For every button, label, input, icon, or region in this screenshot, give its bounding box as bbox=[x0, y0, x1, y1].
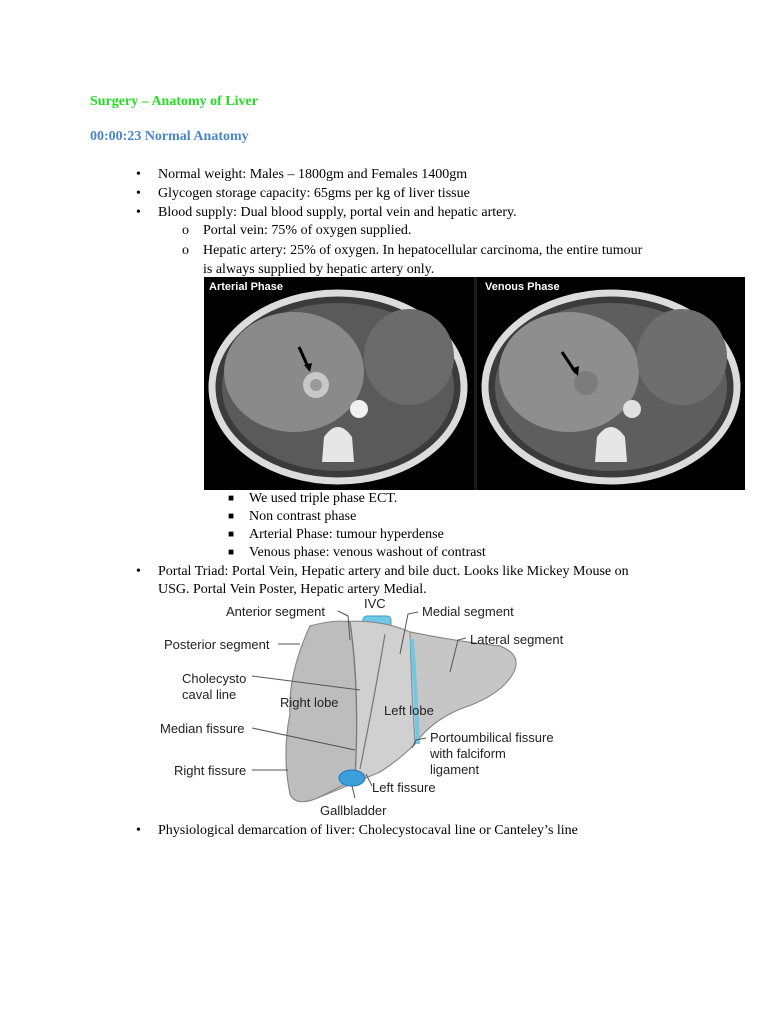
ct-point-3: Arterial Phase: tumour hyperdense bbox=[249, 527, 444, 542]
label-cholecysto: Cholecysto bbox=[182, 671, 247, 686]
venous-phase-label: Venous Phase bbox=[485, 281, 560, 293]
arterial-phase-label: Arterial Phase bbox=[209, 281, 283, 293]
ct-scan-figure bbox=[204, 277, 745, 490]
sub-bullet-hepatic-artery-cont: is always supplied by hepatic artery only. bbox=[203, 262, 435, 277]
document-title: Surgery – Anatomy of Liver bbox=[90, 94, 258, 109]
label-portoumbilical-fissure: Portoumbilical fissure bbox=[430, 730, 554, 745]
square-bullet: ■ bbox=[228, 511, 235, 522]
bullet-blood-supply: Blood supply: Dual blood supply, portal vein and hepatic artery. bbox=[158, 205, 517, 220]
bullet-disc: • bbox=[136, 205, 141, 220]
bullet-glycogen: Glycogen storage capacity: 65gms per kg of liver tissue bbox=[158, 186, 470, 201]
bullet-disc: • bbox=[136, 186, 141, 201]
ct-point-1: We used triple phase ECT. bbox=[249, 491, 398, 506]
sub-bullet-hepatic-artery: Hepatic artery: 25% of oxygen. In hepatocellular carcinoma, the entire tumour bbox=[203, 243, 643, 258]
label-lateral-segment: Lateral segment bbox=[470, 632, 564, 647]
square-bullet: ■ bbox=[228, 493, 235, 504]
ct-point-4: Venous phase: venous washout of contrast bbox=[249, 545, 486, 560]
arterial-phase-panel bbox=[212, 293, 464, 481]
bullet-portal-triad-cont: USG. Portal Vein Poster, Hepatic artery Medial. bbox=[158, 582, 427, 597]
bullet-weight: Normal weight: Males – 1800gm and Females 1400gm bbox=[158, 167, 468, 182]
square-bullet: ■ bbox=[228, 547, 235, 558]
label-left-lobe: Left lobe bbox=[384, 703, 434, 718]
bullet-disc: • bbox=[136, 823, 141, 838]
label-median-fissure: Median fissure bbox=[160, 721, 245, 736]
label-ivc: IVC bbox=[364, 596, 386, 611]
label-right-lobe: Right lobe bbox=[280, 695, 339, 710]
bullet-demarcation: Physiological demarcation of liver: Cholecystocaval line or Canteley’s line bbox=[158, 823, 578, 838]
liver-diagram-figure bbox=[160, 594, 590, 820]
sub-bullet-circle: o bbox=[182, 243, 189, 258]
bullet-portal-triad: Portal Triad: Portal Vein, Hepatic artery and bile duct. Looks like Mickey Mouse on bbox=[158, 564, 629, 579]
label-right-fissure: Right fissure bbox=[174, 763, 247, 778]
sub-bullet-circle: o bbox=[182, 223, 189, 238]
label-left-fissure: Left fissure bbox=[372, 780, 436, 795]
bullet-disc: • bbox=[136, 167, 141, 182]
bullet-disc: • bbox=[136, 564, 141, 579]
label-posterior-segment: Posterior segment bbox=[164, 637, 270, 652]
label-falciform: with falciform bbox=[430, 746, 506, 761]
section-heading: 00:00:23 Normal Anatomy bbox=[90, 129, 249, 144]
ct-point-2: Non contrast phase bbox=[249, 509, 357, 524]
liver-segments-diagram bbox=[160, 594, 590, 820]
label-anterior-segment: Anterior segment bbox=[226, 604, 325, 619]
label-medial-segment: Medial segment bbox=[422, 604, 514, 619]
label-ligament: ligament bbox=[430, 762, 480, 777]
label-gallbladder: Gallbladder bbox=[320, 803, 387, 818]
ct-scan-image bbox=[204, 277, 745, 490]
sub-bullet-portal-vein: Portal vein: 75% of oxygen supplied. bbox=[203, 223, 412, 238]
label-caval-line: caval line bbox=[182, 687, 237, 702]
square-bullet: ■ bbox=[228, 529, 235, 540]
